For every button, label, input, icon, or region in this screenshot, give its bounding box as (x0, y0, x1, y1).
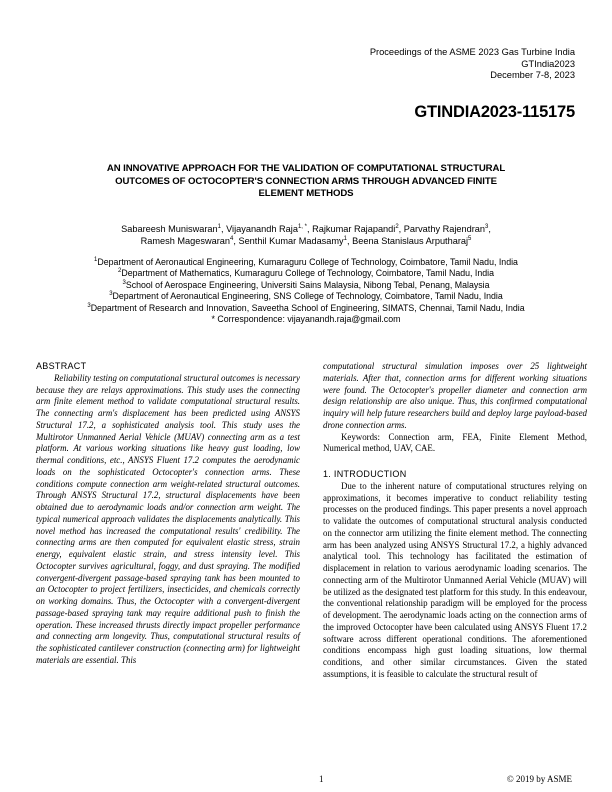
copyright-notice: © 2019 by ASME (506, 774, 572, 784)
author: Ramesh Mageswaran$^4$, (140, 236, 239, 247)
author-line-1 (40, 223, 572, 235)
introduction-heading: 1. INTRODUCTION (323, 469, 407, 479)
conference-code: GTIndia2023 (521, 58, 575, 69)
author: Vijayanandh Raja$^{1, *}$, (226, 223, 313, 234)
abstract-continuation: computational structural simulation imposes over 25 lightweight materials. After that, connection arms for different working situations were found. The Octocopter's propeller diameter and connection arm design relationship are also unique. Thus, this confirmed computational inquiry will help future researchers build and deploy large payload-based drone connection arms. (323, 361, 587, 430)
paper-id: GTINDIA2023-115175 (414, 103, 575, 121)
conference-date: December 7-8, 2023 (490, 70, 575, 81)
author: Parvathy Rajendran$^3$, (403, 223, 491, 234)
page-number: 1 (319, 774, 324, 784)
title-line-1: AN INNOVATIVE APPROACH FOR THE VALIDATION OF COMPUTATIONAL STRUCTURAL (106, 163, 506, 174)
author: Rajkumar Rajapandi$^2$, (312, 223, 404, 234)
author: Beena Stanislaus Arputharaj$^5$ (352, 236, 472, 247)
correspondence: * Correspondence: vijayanandh.raja@gmail.com (211, 314, 401, 325)
title-line-3: ELEMENT METHODS (258, 188, 354, 199)
affiliation: $^3$School of Aerospace Engineering, Universiti Sains Malaysia, Nibong Tebal, Penang, Malaysia (122, 279, 490, 290)
affiliation: $^2$Department of Mathematics, Kumaraguru College of Technology, Coimbatore, Tamil Nadu, India (118, 268, 494, 279)
left-column (36, 361, 300, 667)
proceedings-header (370, 47, 575, 82)
affiliation: $^3$Department of Aeronautical Engineering, SNS College of Technology, Coimbatore, Tamil Nadu, India (109, 291, 503, 302)
author-line-2 (40, 235, 572, 247)
introduction-body: Due to the inherent nature of computational structures relying on approximations, it becomes imperative to conduct reliability testing processes on the produced findings. This paper presents a novel approach to validate the outcomes of computational structural analysis conducted on the connector arm utilizing the finite element method. The connecting arm has been analyzed using ANSYS Structural 17.2, a highly advanced analytical tool. This technology has facilitated the estimation of displacement in relation to various aerodynamic loading scenarios. The connecting arm of the Multirotor Unmanned Aerial Vehicle (MUAV) will be utilized as the designated test platform for this study. In this endeavour, the conventional relationship paradigm will be employed for the process of development. The aerodynamic loads acting on the connection arms of the improved Octocopter have been calculated using ANSYS Fluent 17.2 software across different operational conditions. The aforementioned conditions encompass high gust loading situations, low thermal conditions, and other similar circumstances. Given the stated assumptions, it is feasible to calculate the structural result of (323, 480, 587, 679)
author: Senthil Kumar Madasamy$^1$, (238, 236, 353, 247)
paper-title (40, 163, 572, 201)
abstract-heading: ABSTRACT (36, 361, 87, 371)
right-column (323, 361, 587, 681)
author: Sabareesh Muniswaran$^1$, (121, 223, 227, 234)
proceedings-title: Proceedings of the ASME 2023 Gas Turbine India (369, 47, 575, 57)
abstract-body: Reliability testing on computational structural outcomes is necessary because they are relays approximations. This study uses the connecting arm finite element method to validate computational structural results. The connecting arm's displacement has been predicted using ANSYS Structural 17.2, a sophisticated analysis tool. This study uses the Multirotor Unmanned Aerial Vehicle (MUAV) connecting arm as a test platform. At various working situations like heavy gust loading, low thermal conditions, etc., ANSYS Fluent 17.2 computes the aerodynamic loads on the sophisticated Octocopter's connection arms. These conditions compute connection arm weight-related structural outcomes. Through ANSYS Structural 17.2, structural displacements have been obtained due to aerodynamic loads and/or connection arm weight. The typical numerical approach validates the displacements analytically. This novel method has increased the computational results' credibility. The connecting arms are then computed for equivalent elastic stress, strain energy, equivalent elastic strain, and stress intensity level. This Octocopter survives agricultural, foggy, and dust spraying. The modified convergent-divergent passage-based spraying tank has been mounted to an Octocopter to project fertilizers, insecticides, and chemicals correctly on working domains. Thus, the Octocopter with a convergent-divergent passage-based spraying tank may require additional push to finish the operation. These increased thrusts directly impact propeller performance and connecting arm longevity. Thus, computational structural results of the sophisticated cantilever construction (connecting arm) for lightweight materials are essential. This (36, 372, 300, 665)
title-line-2: OUTCOMES OF OCTOCOPTER'S CONNECTION ARMS THROUGH ADVANCED FINITE (115, 175, 497, 187)
keywords: Keywords: Connection arm, FEA, Finite Element Method, Numerical method, UAV, CAE. (323, 431, 587, 454)
affiliations (40, 257, 572, 325)
affiliation: $^3$Department of Research and Innovation, Saveetha School of Engineering, SIMATS, Chennai, Tamil Nadu, India (87, 302, 525, 313)
affiliation: $^1$Department of Aeronautical Engineering, Kumaraguru College of Technology, Coimbatore, Tamil Nadu, India (94, 257, 518, 267)
author-list (40, 223, 572, 248)
